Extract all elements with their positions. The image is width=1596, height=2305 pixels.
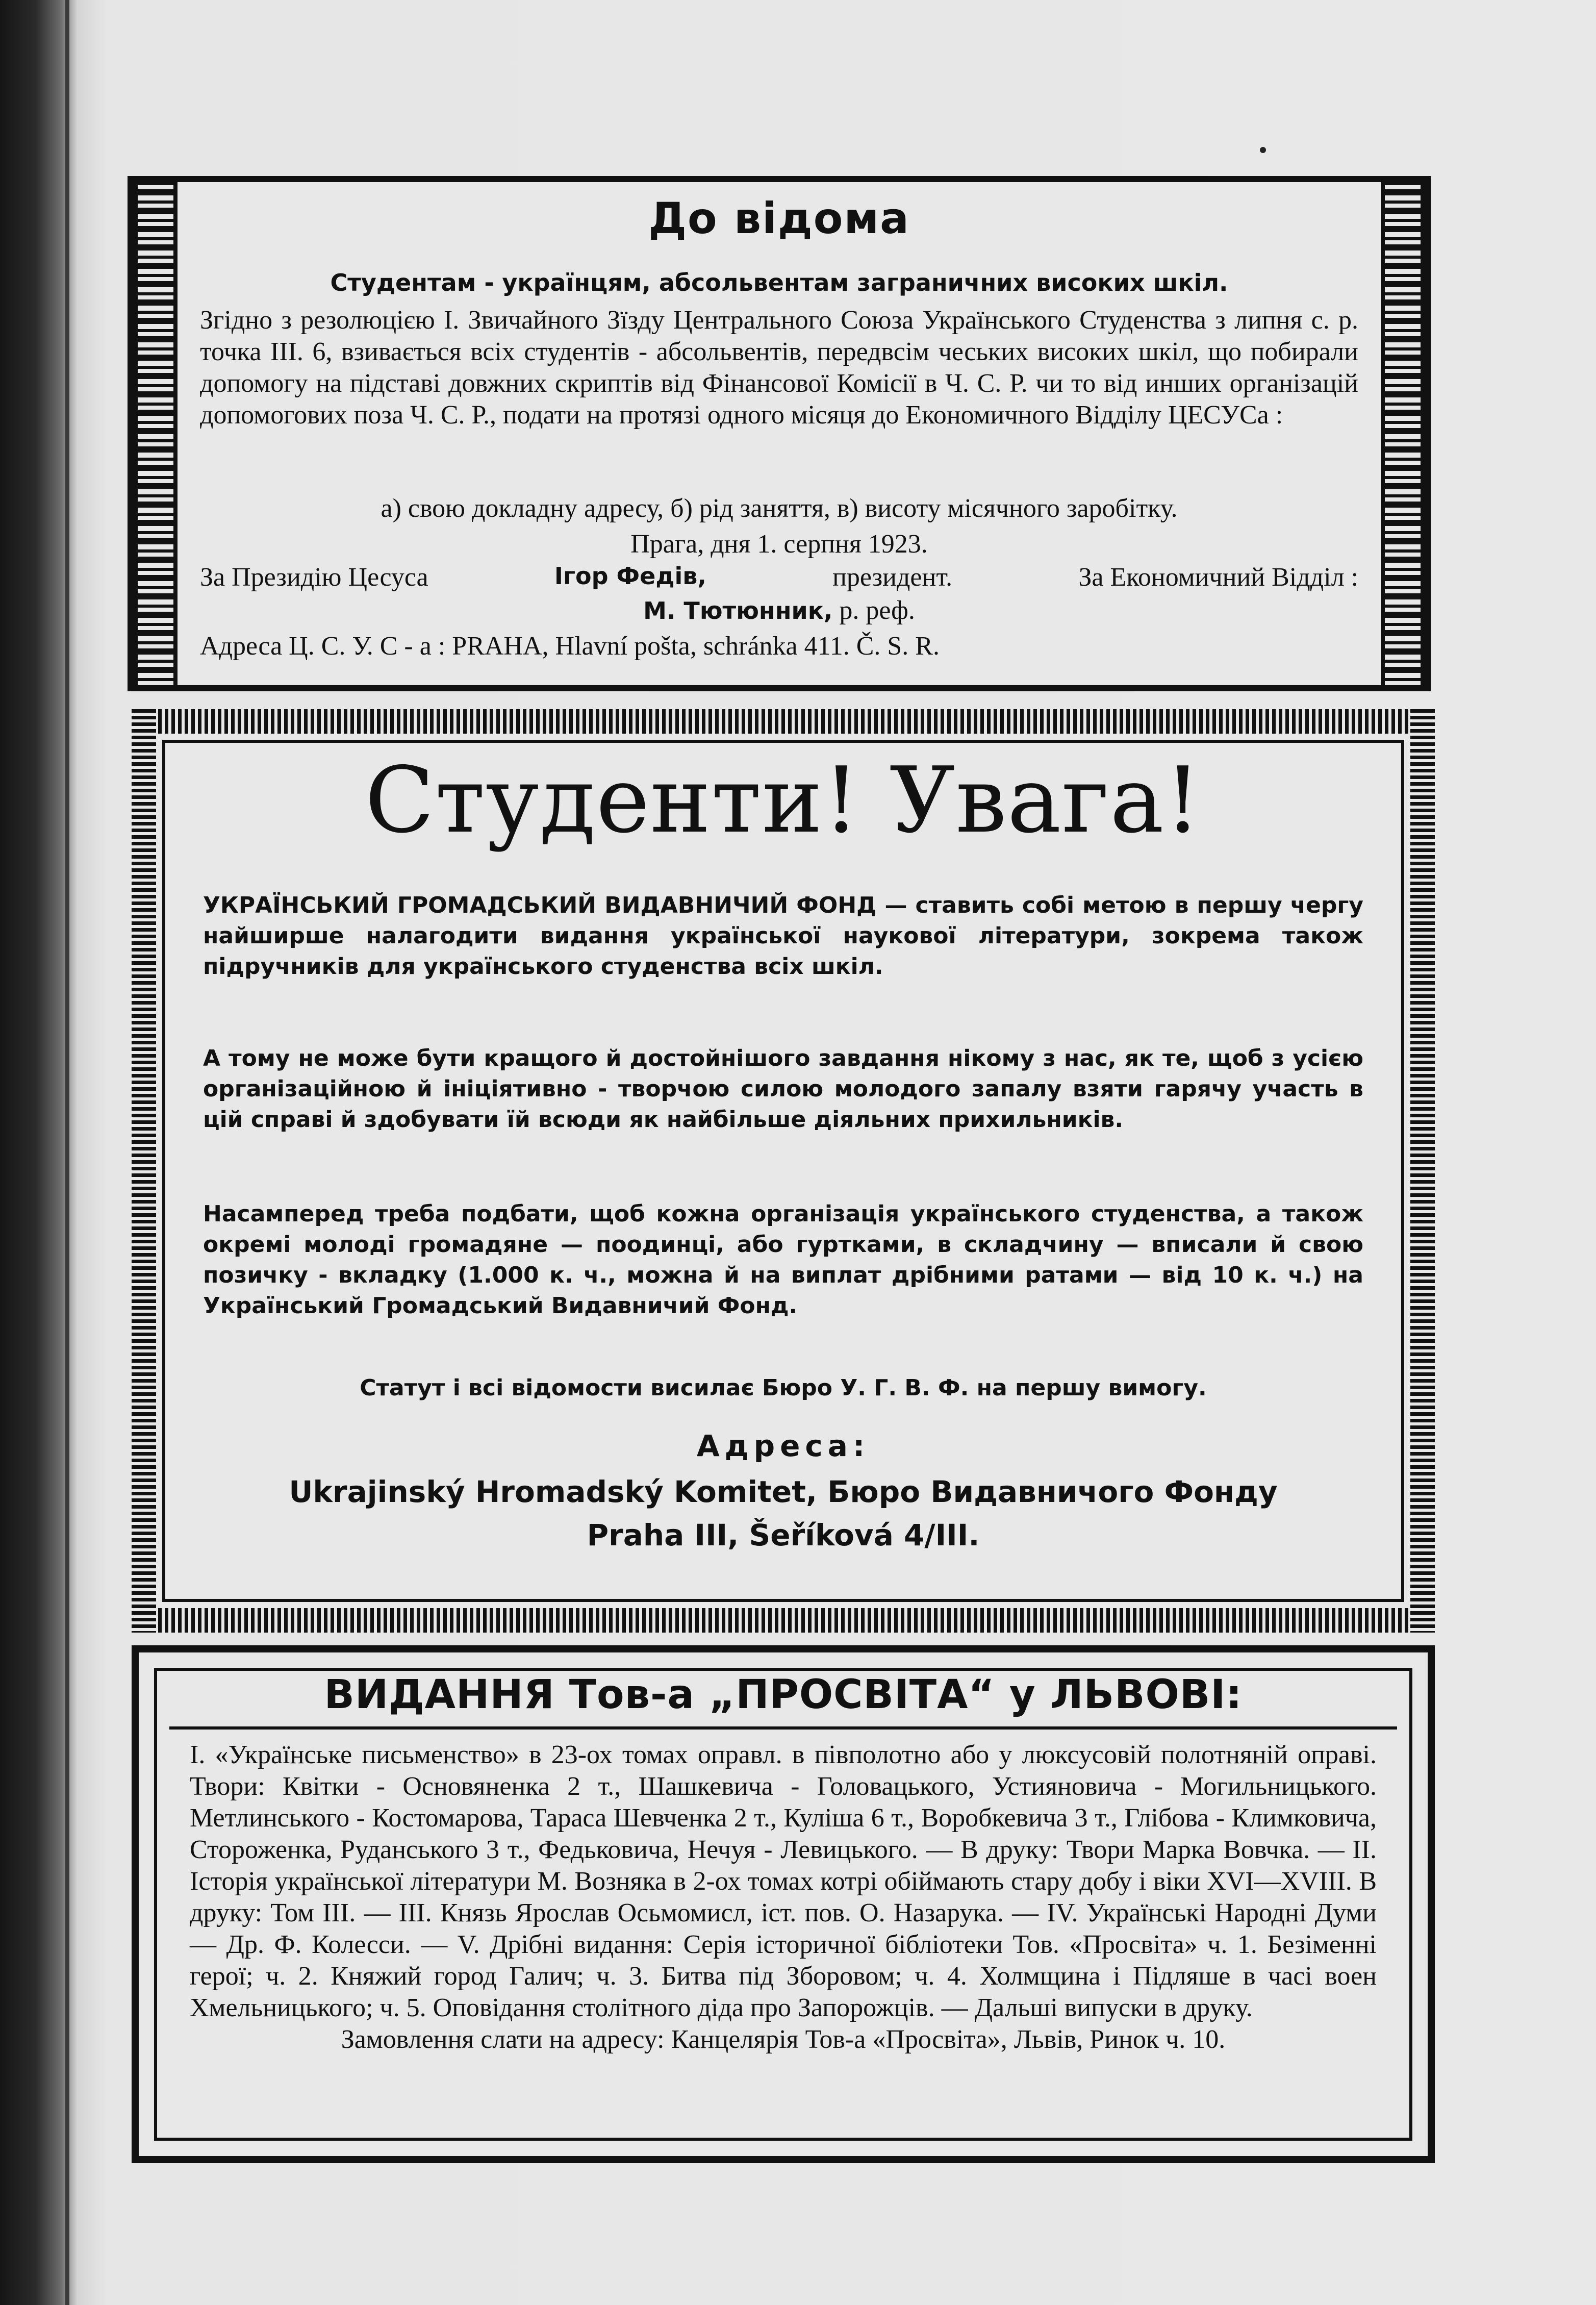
notice-2-address-line-1: Ukrajinský Hromadský Komitet, Бюро Видавничого Фонду: [289, 1474, 1278, 1509]
notice-1-title: До відома: [648, 193, 910, 243]
notice-1-place-date: Прага, дня 1. серпня 1923.: [630, 530, 928, 559]
notice-1-address: Адреса Ц. С. У. С - а : PRAHA, Hlavní pošta, schránka 411. Č. S. R.: [200, 632, 940, 661]
notice-2-paragraph-1: УКРАЇНСЬКИЙ ГРОМАДСЬКИЙ ВИДАВНИЧИЙ ФОНД — ставить собі метою в першу чергу найширше налагодити видання української наукової літератури, зокрема також підручників для українського студенства всіх шкіл.: [203, 892, 1363, 980]
notice-3-text: I. «Українське письменство» в 23-ох томах оправл. в півполотно або у люксусовій полотняній оправі. Твори: Квітки - Основяненка 2 т., Шашкевича - Головацького, Устияновича - Могильницького. Метлинського - Костомарова, Тараса Шевченка 2 т., Куліша 6 т., Воробкевича 3 т., Глібова - Климковича, Стороженка, Руданського 3 т., Федьковича, Нечуя - Левицького. — В друку: Твори Марка Вовчка. — II. Історія української літератури М. Возняка в 2-ох томах котрі обіймають стару добу і віки XVI—XVIII. В друку: Том III. — III. Князь Ярослав Осьмомисл, іст. пов. О. Назарука. — IV. Українські Народні Думи — Др. Ф. Колесси. — V. Дрібні видання: Серія історичної бібліотеки Тов. «Просвіта» ч. 1. Безіменні герої; ч. 2. Княжий город Галич; ч. 3. Битва під Зборовом; ч. 4. Холмщина і Підляше в часі воен Хмельницького; ч. 5. Оповідання столітного діда про Запорожців. — Дальші випуски в друку.: [190, 1740, 1377, 2022]
stripe-border-top: [132, 709, 1435, 734]
notice-1-subtitle: Студентам - українцям, абсольвентам заграничних високих шкіл.: [330, 269, 1228, 296]
notice-1-signature-2: [195, 595, 1363, 625]
notice-2-frame: [162, 740, 1404, 1602]
sign-name-1: Ігор Федів,: [554, 562, 706, 590]
ornament-border-left: [134, 182, 178, 685]
notice-prosvita-publications: [132, 1645, 1435, 2163]
notice-2-address-label: Адреса:: [696, 1429, 870, 1463]
notice-2-address-line-2: Praha III, Šeříková 4/III.: [587, 1518, 980, 1552]
stripe-border-bottom: [132, 1608, 1435, 1633]
gutter-edge: [65, 0, 69, 2305]
sign-prefix: За Президію Цесуса: [200, 563, 428, 592]
ornament-border-right: [1381, 182, 1425, 685]
speck: [1260, 147, 1266, 153]
notice-1-body: Згідно з резолюцією I. Звичайного Зїзду Центрального Союза Українського Студенства з липня с. р. точка III. 6, взивається всіх студентів - абсольвентів, передвсім чеських високих шкіл, що побирали допомогу на підставі довжних скриптів від Фінансової Комісії в Ч. С. Р. чи то від инших організацій допомогових поза Ч. С. Р., подати на протязі одного місяця до Економичного Відділу ЦЕСУСа :: [200, 306, 1358, 430]
notice-1-content: [195, 182, 1363, 685]
notice-1-items: а) свою докладну адресу, б) рід заняття, в) висоту місячного заробітку.: [381, 494, 1178, 523]
sign-role-1: президент.: [832, 563, 953, 592]
notice-2-title: Студенти! Увага!: [365, 747, 1202, 853]
sign-mid: За Економичний Відділ :: [1078, 563, 1358, 592]
sign-name-2: М. Тютюнник,: [643, 597, 833, 624]
notice-2-statute: Статут і всі відомости висилає Бюро У. Г. В. Ф. на першу вимогу.: [360, 1375, 1207, 1401]
notice-3-body: [190, 1739, 1377, 2056]
notice-3-divider: [169, 1726, 1397, 1730]
notice-do-vidoma: [128, 176, 1431, 691]
notice-studenty-uvaha: [132, 709, 1435, 1633]
sign-role-2: р. реф.: [839, 596, 915, 625]
notice-2-paragraph-2: А тому не може бути кращого й достойнішого завдання нікому з нас, як те, щоб з усією організаційною й ініціятивно - творчою силою молодого запалу взяти гарячу участь в цій справі й здобувати їй всюди як найбільше діяльних прихильників.: [203, 1045, 1363, 1133]
notice-2-paragraph-3: Насамперед треба подбати, щоб кожна організація українського студенства, а також окремі молоді громадяне — поодинці, або гуртками, в складчину — вписали й свою позичку - вкладку (1.000 к. ч., можна й на виплат дрібними ратами — від 10 к. ч.) на Український Громадський Видавничий Фонд.: [203, 1201, 1363, 1319]
notice-3-title: ВИДАННЯ Тов-а „ПРОСВІТА“ у ЛЬВОВІ:: [324, 1672, 1243, 1718]
notice-1-signatures: [200, 562, 1358, 592]
notice-3-order: Замовлення слати на адресу: Канцелярія Тов-а «Просвіта», Львів, Ринок ч. 10.: [341, 2025, 1226, 2054]
